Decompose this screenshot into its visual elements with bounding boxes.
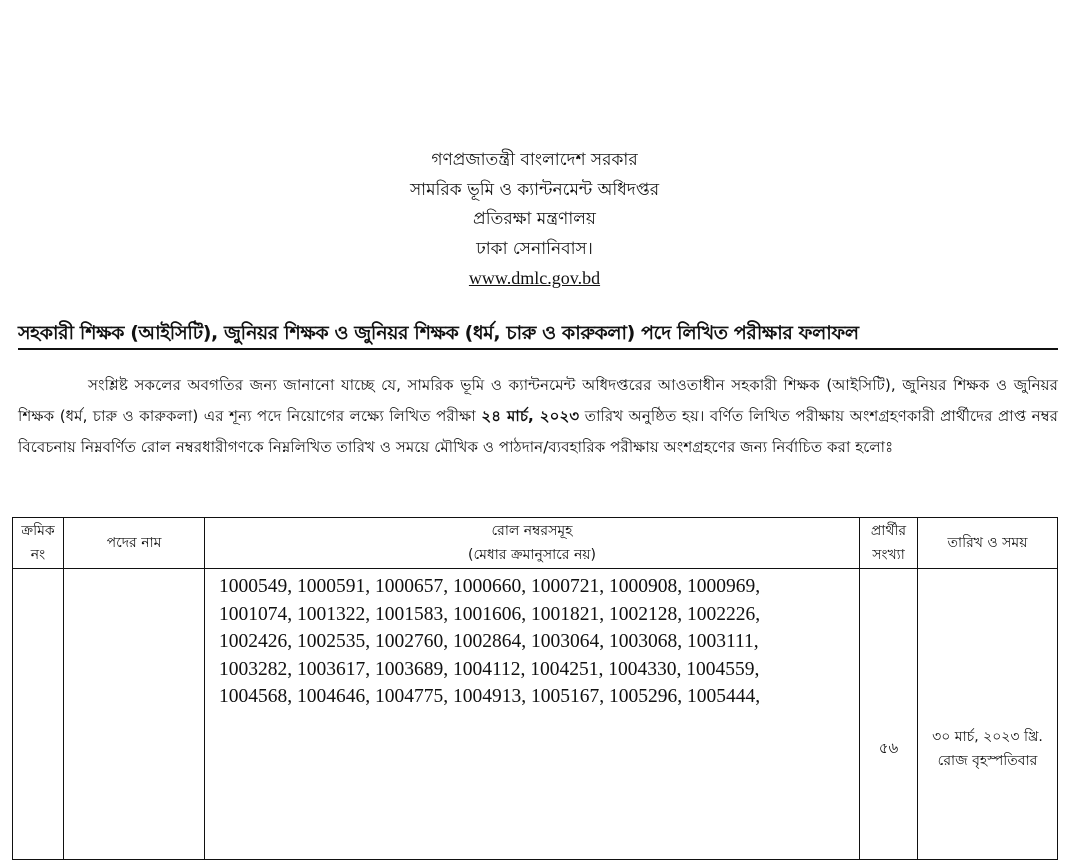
viva-date: ৩০ মার্চ, ২০২৩ খ্রি. bbox=[932, 729, 1043, 745]
header-serial: ক্রমিক নং bbox=[13, 518, 64, 569]
row-date-time bbox=[918, 569, 1058, 860]
row-candidate-count: ৫৬ bbox=[860, 569, 918, 860]
roll-line: 1003282, 1003617, 1003689, 1004112, 1004251, 1004330, 1004559, bbox=[219, 658, 760, 680]
row-roll-numbers bbox=[205, 569, 860, 860]
notice-text-part2: তারিখ অনুষ্ঠিত হয়। বর্ণিত লিখিত পরীক্ষায় অংশগ্রহণকারী প্রার্থীদের প্রাপ্ত নম্বর বিবেচনায় নিম্নবর্ণিত রোল নম্বরধারীগণকে নিম্নলিখিত তারিখ ও সময়ে মৌখিক ও পাঠদান/ব্যবহারিক পরীক্ষায় অংশগ্রহণের জন্য নির্বাচিত করা হলোঃ bbox=[18, 407, 1059, 456]
header-candidate-count: প্রার্থীর সংখ্যা bbox=[860, 518, 918, 569]
table-row bbox=[13, 569, 1058, 860]
results-table bbox=[12, 517, 1058, 860]
directorate-name: সামরিক ভূমি ও ক্যান্টনমেন্ট অধিদপ্তর bbox=[409, 179, 660, 200]
location-name: ঢাকা সেনানিবাস। bbox=[476, 238, 593, 259]
website-link[interactable]: www.dmlc.gov.bd bbox=[468, 268, 601, 288]
roll-line: 1001074, 1001322, 1001583, 1001606, 1001821, 1002128, 1002226, bbox=[219, 603, 761, 625]
notice-paragraph bbox=[18, 370, 1058, 463]
row-post-name bbox=[64, 569, 205, 860]
roll-line: 1002426, 1002535, 1002760, 1002864, 1003064, 1003068, 1003111, bbox=[219, 631, 759, 652]
government-name: গণপ্রজাতন্ত্রী বাংলাদেশ সরকার bbox=[431, 150, 638, 170]
row-serial bbox=[13, 569, 64, 860]
header-date-time: তারিখ ও সময় bbox=[918, 518, 1058, 569]
letterhead bbox=[0, 146, 1069, 294]
result-title: সহকারী শিক্ষক (আইসিটি), জুনিয়র শিক্ষক ও জুনিয়র শিক্ষক (ধর্ম, চারু ও কারুকলা) পদে লিখিত পরীক্ষার ফলাফল bbox=[18, 318, 1058, 350]
table-header-row bbox=[13, 518, 1058, 569]
header-post-name: পদের নাম bbox=[64, 518, 205, 569]
roll-line: 1000549, 1000591, 1000657, 1000660, 1000721, 1000908, 1000969, bbox=[219, 576, 761, 597]
viva-day: রোজ বৃহস্পতিবার bbox=[937, 753, 1038, 769]
header-roll-numbers: রোল নম্বরসমূহ (মেধার ক্রমানুসারে নয়) bbox=[205, 518, 860, 569]
notice-text-part1: সংশ্লিষ্ট সকলের অবগতির জন্য জানানো যাচ্ছে যে, সামরিক ভূমি ও ক্যান্টনমেন্ট অধিদপ্তরের আওতাধীন সহকারী শিক্ষক (আইসিটি), জুনিয়র শিক্ষক ও জুনিয়র শিক্ষক (ধর্ম, চারু ও কারুকলা) এর শূন্য পদে নিয়োগের লক্ষ্যে লিখিত পরীক্ষা bbox=[18, 376, 1058, 425]
roll-line: 1004568, 1004646, 1004775, 1004913, 1005167, 1005296, 1005444, bbox=[219, 686, 761, 707]
exam-date: ২৪ মার্চ, ২০২৩ bbox=[481, 407, 580, 425]
ministry-name: প্রতিরক্ষা মন্ত্রণালয় bbox=[473, 209, 596, 229]
